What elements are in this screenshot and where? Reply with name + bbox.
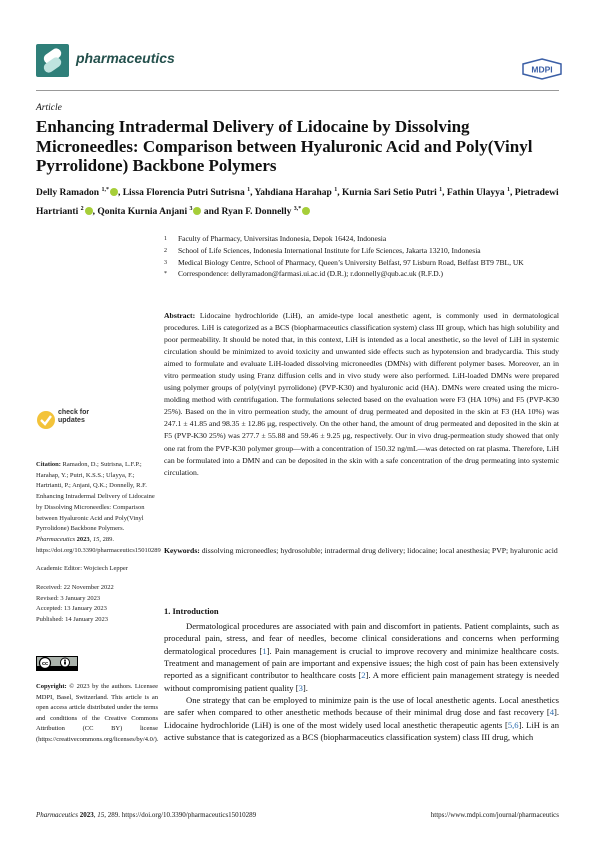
citation-label: Citation:: [36, 461, 61, 468]
mdpi-logo: [520, 58, 564, 80]
academic-editor: Academic Editor: Wojciech Lepper: [36, 565, 128, 573]
citation-ref-3[interactable]: 3: [298, 682, 303, 693]
intro-p2-text-a: One strategy that can be employed to minimize pain is the use of local anesthetic agents. Local anesthetics are safer when compared to other anesthetic methods because of their minimal drug dose and fast recovery [: [164, 695, 559, 718]
author-affiliation-marker: 1: [507, 187, 511, 193]
affiliation-text: Correspondence: dellyramadon@farmasi.ui.ac.id (D.R.); r.donnelly@qub.ac.uk (R.F.D.): [178, 269, 444, 279]
affiliations: [164, 234, 564, 281]
citation-journal: Pharmaceutics: [36, 535, 75, 543]
footer-journal-url[interactable]: https://www.mdpi.com/journal/pharmaceutics: [430, 811, 559, 819]
intro-paragraph-2: [164, 694, 559, 743]
keywords: [164, 545, 559, 557]
section-heading-introduction: 1. Introduction: [164, 606, 219, 616]
author-name: Yahdiana Harahap $^1$: [254, 187, 338, 199]
intro-p2-text-b: ]. Lidocaine hydrochloride (LiH) is one of the most widely used local anesthetic therapeutic agents [: [164, 707, 559, 730]
intro-p1-text-c: ]. A more efficient pain management strategy is needed without compromising patient quality [: [164, 670, 559, 693]
intro-p1-text-d: ].: [302, 682, 308, 693]
affiliation-text: Medical Biology Centre, School of Pharmacy, Queen’s University Belfast, 97 Lisburn Road, Belfast BT9 7BL, UK: [178, 257, 524, 267]
abstract-text: Lidocaine hydrochloride (LiH), an amide-type local anesthetic agent, is commonly used in dermatological procedures. LiH is categorized as a BCS (biopharmaceutics classification system) class III group, which has high solubility and poor permeability. It should be noted that, in this context, LiH is intended as a local anesthetic, so the level of LiH in systemic circulation should be minimized to avoid toxicity and unwanted side effects such as hypotension and bradycardia. This study aimed to formulate and evaluate LiH-loaded dissolving microneedles (DMNs) with different polymer bases. Moreover, an in vitro permeation study using Franz diffusion cells and in vivo study were also performed. LiH-loaded DMNs were prepared using polymer groups of poly(vinyl pyrrolidone) (PVP-K30) and hyaluronic acid (HA). DMNs were created using the micro-molding method with centrifugation. The formulations selected based on the evaluation were F3 (HA 10%) and F5 (PVP-K30 25%). Based on the in vitro permeation study, the amount of drug permeated and deposited in the skin at F3 (HA 10%) was 247.1 ± 41.85 and 98.35 ± 12.86 μg, respectively. On the other hand, the amount of drug permeated and deposited in the skin at F5 (PVP-K30 25%) was 277.7 ± 55.88 and 59.46 ± 9.25 μg, respectively. Our in vivo drug-permeation study showed that only one rat from the PVP-K30 polymer group—with a concentration of 150.32 ng/mL—was detected on rat plasma. Therefore, LiH can be formulated into a DMN and can be deposited in the skin with a safe concentration of the drug permeating into systemic circulation.: [164, 311, 559, 477]
svg-text:cc: cc: [41, 661, 49, 668]
cc-by-license-badge[interactable]: [36, 656, 78, 671]
author-name: Lissa Florencia Putri Sutrisna $^1$: [122, 187, 251, 199]
journal-logo: [36, 44, 69, 77]
footer-year: 2023: [79, 811, 94, 819]
author-name: Delly Ramadon $^{1,*}$: [36, 188, 118, 198]
affiliation-text: Faculty of Pharmacy, Universitas Indonesia, Depok 16424, Indonesia: [178, 234, 387, 243]
author-affiliation-marker: 1,*: [101, 187, 109, 193]
citation-ref-4[interactable]: 4: [549, 707, 554, 718]
citation: Citation: Ramadon, D.; Sutrisna, L.F.P.; Harahap, Y.; Putri, K.S.S.; Ulayya, F.; Hartrianti, P.; Anjani, Q.K.; Donnelly, R.F. Enhancing Intradermal Delivery of Lidocaine by Dissolving Microneedles: Comparison between Hyaluronic Acid and Poly(Vinyl Pyrrolidone) Backbone Polymers. Pharmaceutics 2023, 15, 289. https://doi.org/10.3390/pharmaceutics15010289: [36, 461, 161, 554]
citation-ref-2[interactable]: 2: [361, 670, 366, 681]
author-affiliation-marker: 3,*: [293, 206, 302, 213]
mdpi-text: MDPI: [531, 64, 553, 75]
accepted-date: Accepted: 13 January 2023: [36, 605, 107, 613]
author-name: Pietradewi Hartrianti $^2$: [36, 188, 559, 218]
affiliation-item: [164, 234, 564, 245]
check-updates-line2: updates: [58, 417, 85, 424]
orcid-icon[interactable]: [193, 207, 201, 215]
author-list: Delly Ramadon $^{1,*}$ , Lissa Florencia Putri Sutrisna $^1$, Yahdiana Harahap $^1$, Kurnia Sari Setio Putri $^1$, Fathin Ulayya $^1$, Pietradewi Hartrianti $^2$ , Qonita Kurnia Anjani $^3$ and Ryan F. Donnelly $^{3,*}$: [36, 187, 559, 218]
affiliation-item: [164, 246, 564, 257]
affiliation-number: 2: [164, 247, 167, 254]
copyright-notice: [36, 682, 158, 746]
revised-date: Revised: 3 January 2023: [36, 594, 101, 602]
intro-p1-text-a: Dermatological procedures are associated with pain and discomfort in patients. Patient complaints, such as procedural pain, stress, and fear of needles, become clinical considerations and concerns when performing dermatological procedures [: [164, 621, 559, 656]
introduction-body: [164, 620, 559, 743]
journal-name: pharmaceutics: [76, 50, 175, 66]
citation-year: 2023: [76, 535, 90, 543]
keywords-label: Keywords:: [164, 546, 200, 555]
keywords-text: dissolving microneedles; hydrosoluble; intradermal drug delivery; lidocaine; local anesthesia; PVP; hyaluronic acid: [201, 546, 558, 555]
author-affiliation-marker: 2: [80, 206, 84, 213]
author-name: Fathin Ulayya $^1$: [446, 187, 511, 199]
citation-ref-5-6[interactable]: 5,6: [507, 719, 519, 730]
footer-volume: 15: [97, 811, 105, 819]
affiliation-item: [164, 269, 564, 280]
affiliation-text: School of Life Sciences, Indonesia International Institute for Life Sciences, Jakarta 13210, Indonesia: [178, 245, 481, 255]
author-affiliation-marker: 1: [334, 187, 338, 193]
orcid-icon[interactable]: [85, 207, 93, 215]
intro-p1-text-b: ]. Pain management is crucial to improve recovery and minimize healthcare costs. Treatment and management of pain are important and expensive issues; the high cost of pain has been extensively reported as a significant contributor to healthcare costs [: [164, 645, 559, 681]
intro-paragraph-1: [164, 620, 559, 694]
author-name: Kurnia Sari Setio Putri $^1$: [341, 187, 443, 199]
orcid-icon[interactable]: [110, 188, 118, 196]
affiliation-number: 3: [164, 259, 167, 266]
author-affiliation-marker: 3: [189, 206, 193, 213]
intro-p2-text-c: ]. LiH is an active substance that is categorized as a BCS (biopharmaceutics classification system) class III drug, which: [164, 719, 559, 743]
footer-journal: Pharmaceutics: [36, 811, 78, 819]
abstract: [164, 310, 559, 479]
citation-ref-1[interactable]: 1: [262, 645, 267, 656]
header-divider: [36, 90, 559, 91]
affiliation-number: *: [164, 271, 167, 278]
citation-sidebar: [36, 460, 161, 626]
affiliation-number: 1: [164, 236, 167, 242]
author-affiliation-marker: 1: [247, 187, 251, 193]
article-title: Enhancing Intradermal Delivery of Lidocaine by Dissolving Microneedles: Comparison between Hyaluronic Acid and Poly(Vinyl Pyrrolidone) Backbone Polymers: [36, 117, 533, 175]
check-updates-link[interactable]: [58, 409, 89, 425]
published-date: Published: 14 January 2023: [36, 616, 109, 624]
copyright-text: © 2023 by the authors. Licensee MDPI, Basel, Switzerland. This article is an open access article distributed under the terms and conditions of the Creative Commons Attribution (CC BY) license (https://creativecommons.org/licenses/by/4.0/).: [36, 683, 159, 743]
copyright-label: Copyright:: [36, 683, 67, 690]
footer-citation: Pharmaceutics 2023, 15, 289. https://doi.org/10.3390/pharmaceutics15010289: [36, 811, 257, 819]
received-date: Received: 22 November 2022: [36, 584, 114, 592]
author-name: Qonita Kurnia Anjani $^3$: [97, 207, 201, 217]
check-updates-line1: check for: [58, 409, 90, 416]
author-name: Ryan F. Donnelly $^{3,*}$: [222, 207, 311, 217]
citation-text: Ramadon, D.; Sutrisna, L.F.P.; Harahap, Y.; Putri, K.S.S.; Ulayya, F.; Hartrianti, P.; Anjani, Q.K.; Donnelly, R.F. Enhancing Intradermal Delivery of Lidocaine by Dissolving Microneedles: Comparison between Hyaluronic Acid and Poly(Vinyl Pyrrolidone) Backbone Polymers.: [36, 461, 155, 533]
check-updates-icon[interactable]: [36, 410, 56, 430]
affiliation-item: [164, 258, 564, 269]
citation-doi-link[interactable]: https://doi.org/10.3390/pharmaceutics15010289: [36, 546, 161, 554]
author-affiliation-marker: 1: [439, 187, 443, 193]
footer-doi[interactable]: , 289. https://doi.org/10.3390/pharmaceutics15010289: [104, 811, 257, 819]
orcid-icon[interactable]: [302, 207, 310, 215]
citation-pages: 289.: [102, 535, 114, 543]
abstract-label: Abstract:: [164, 311, 196, 320]
article-type: Article: [36, 103, 62, 113]
citation-volume: 15: [92, 535, 100, 543]
